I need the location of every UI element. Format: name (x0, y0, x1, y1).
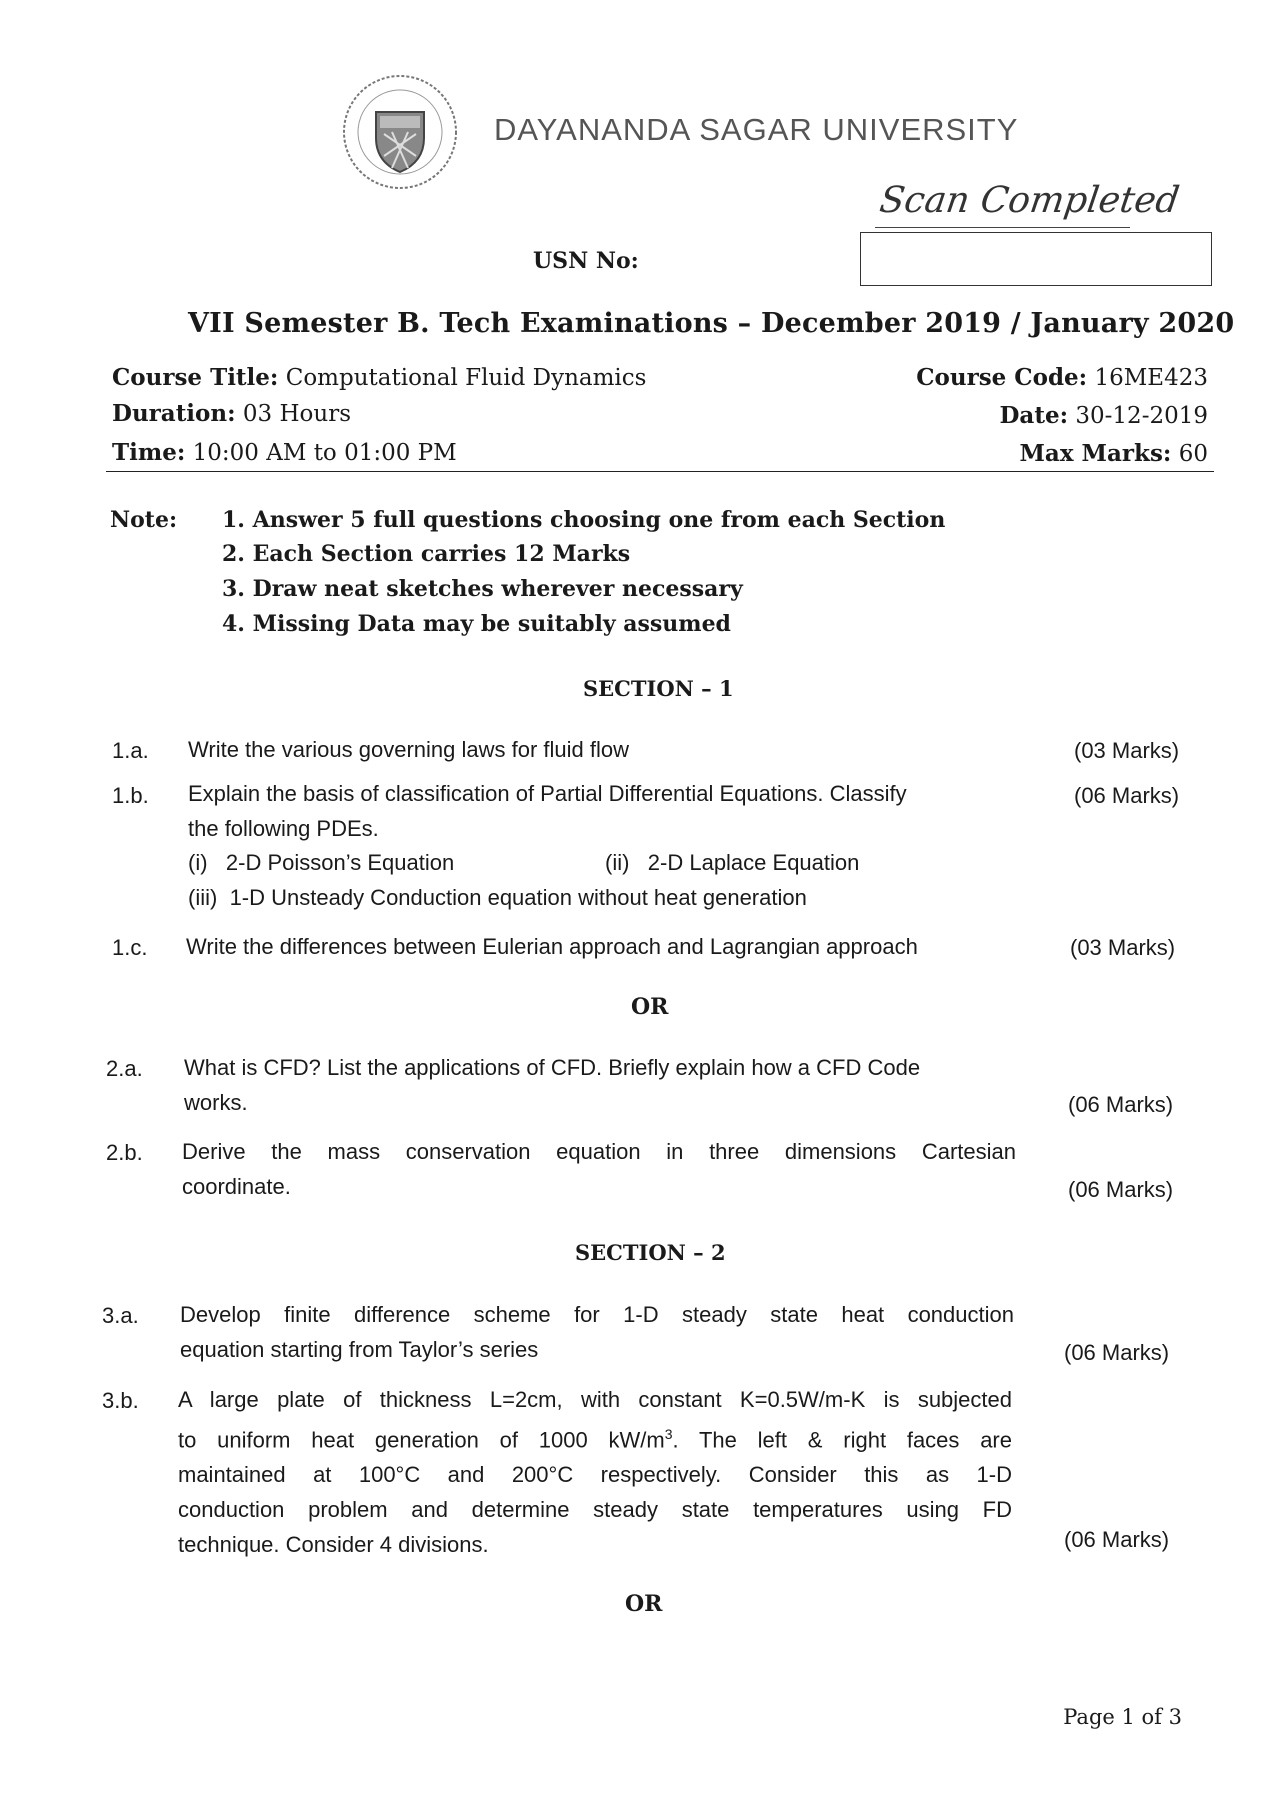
note-label: Note: (110, 507, 178, 533)
max-marks: Max Marks: 60 (1019, 440, 1208, 467)
or-separator: OR (625, 1591, 663, 1617)
question-text: Write the differences between Eulerian approach and Lagrangian approach (186, 934, 918, 959)
or-separator: OR (631, 994, 669, 1020)
question-text: Write the various governing laws for fluid flow (188, 737, 630, 762)
section-1-heading: SECTION – 1 (583, 676, 734, 701)
usn-input-box[interactable] (860, 232, 1212, 286)
question-number: 3.b. (102, 1388, 139, 1413)
question-marks: (03 Marks) (1074, 738, 1180, 763)
question-text: Develop finite difference scheme for 1-D steady state heat conduction equation starting from Taylor’s series (180, 1302, 1014, 1362)
question-marks: (03 Marks) (1070, 935, 1176, 960)
section-2-heading: SECTION – 2 (575, 1240, 726, 1265)
time: Time: 10:00 AM to 01:00 PM (112, 439, 457, 466)
question-number: 2.b. (106, 1140, 143, 1165)
question-number: 1.c. (112, 935, 148, 960)
exam-date: Date: 30-12-2019 (999, 402, 1208, 429)
question-marks: (06 Marks) (1068, 1092, 1174, 1117)
question-number: 3.a. (102, 1303, 139, 1328)
scan-note-underline (875, 227, 1130, 228)
question-marks: (06 Marks) (1068, 1177, 1174, 1202)
question-marks: (06 Marks) (1064, 1527, 1170, 1552)
course-code: Course Code: 16ME423 (916, 364, 1208, 391)
question-number: 1.a. (112, 738, 149, 763)
page-number: Page 1 of 3 (1063, 1705, 1182, 1729)
note-item: 2. Each Section carries 12 Marks (222, 541, 631, 567)
note-item: 1. Answer 5 full questions choosing one from each Section (222, 507, 946, 533)
note-item: 3. Draw neat sketches wherever necessary (222, 576, 743, 602)
header-divider (106, 471, 1214, 472)
question-marks: (06 Marks) (1074, 783, 1180, 808)
sub-item: (ii) 2-D Laplace Equation (605, 850, 860, 875)
university-name: DAYANANDA SAGAR UNIVERSITY (494, 112, 1019, 147)
course-title: Course Title: Computational Fluid Dynamics (112, 364, 647, 391)
sub-item: (iii) 1-D Unsteady Conduction equation without heat generation (188, 885, 807, 910)
question-text: What is CFD? List the applications of CFD. Briefly explain how a CFD Code works. (184, 1055, 921, 1115)
question-marks: (06 Marks) (1064, 1340, 1170, 1365)
duration: Duration: 03 Hours (112, 400, 352, 427)
question-text: A large plate of thickness L=2cm, with constant K=0.5W/m-K is subjected to uniform heat generation of 1000 $kW/m^3$. The left & right faces are maintained at 100°C and 200°C respectively. Consider this as 1-D conduction problem and determine steady state temperatures using FD technique. Consider 4 divisions. (178, 1387, 1012, 1558)
question-number: 1.b. (112, 783, 149, 808)
question-text: Explain the basis of classification of Partial Differential Equations. Classify the following PDEs. (188, 781, 907, 841)
exam-title: VII Semester B. Tech Examinations – December 2019 / January 2020 (188, 308, 1235, 339)
university-logo-icon (340, 72, 460, 192)
note-item: 4. Missing Data may be suitably assumed (222, 611, 731, 637)
usn-label: USN No: (533, 248, 639, 274)
scan-completed-handwriting: Scan Completed (877, 180, 1182, 221)
question-text: Derive the mass conservation equation in three dimensions Cartesian coordinate. (182, 1139, 1016, 1199)
question-number: 2.a. (106, 1056, 143, 1081)
sub-item: (i) 2-D Poisson’s Equation (188, 850, 455, 875)
